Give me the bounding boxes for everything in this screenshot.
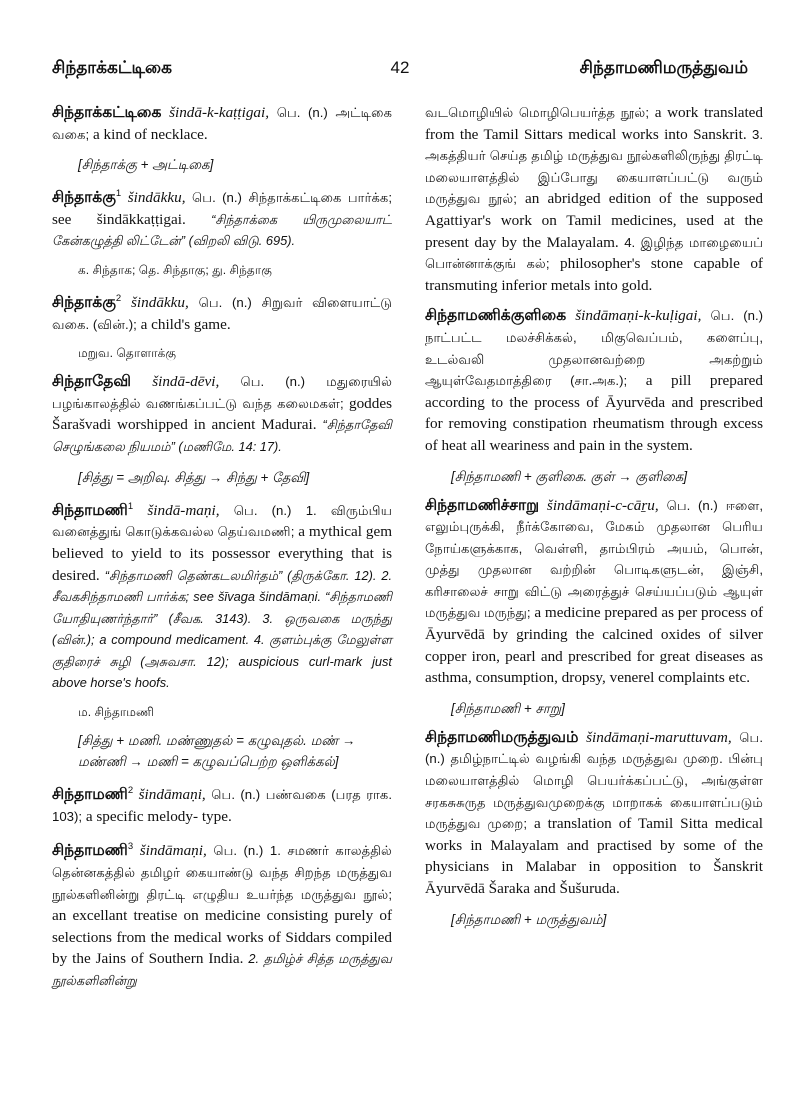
dictionary-entry: [52, 836, 392, 991]
part-of-speech: பெ. (n.): [710, 308, 764, 324]
transliteration: šindā-k-kaṭṭigai,: [169, 104, 270, 121]
headword: சிந்தாமணி: [52, 501, 128, 519]
dictionary-entry: [425, 305, 763, 456]
cognate-forms: ம. சிந்தாமணி: [78, 705, 155, 720]
tamil-definition: ஈளை, எலும்புருக்கி, நீர்க்கோவை, மேகம் முதலான பெரிய நோய்களுக்காக, வெள்ளி, தாம்பிரம் அயம், பொன், முத்து முதலான வற்றின் பொடிகளுடன், இஞ்சி, கரிசாலைச் சாறு விட்டு அரைத்துச் செய்யப்படும் ஆயுள் மருத்துவ மருந்து;: [425, 497, 764, 621]
part-of-speech: பெ. (n.): [213, 843, 264, 859]
etymology-note: [சிந்தாமணி + குளிகை. குள் → குளிகை]: [451, 468, 688, 484]
english-definition: a work translated from the Tamil Sittars medical works into Sanskrit.: [425, 104, 763, 143]
tamil-definition: மதுரையில் பழங்காலத்தில் வணங்கப்பட்டு வந்த கலைமகள்;: [52, 374, 393, 411]
header-right-guideword: சிந்தாமணிமருத்துவம்: [579, 58, 748, 77]
english-definition: a translation of Tamil Sitta medical works in Malayalam and practised by some of the physicians in Malabar in opposition to Šanskrit Āyurvēdā Šaraka and Šušuruda.: [425, 815, 764, 897]
citation: “சிந்தாமணி தெண்கடலமிர்தம்” (திருக்கோ. 12). 2. சீவகசிந்தாமணி பார்க்க; see šīvaga šindāmaṇi. “சிந்தாமணி யோதியுணர்ந்தார்” (சீவக. 3143). 3. ஒருவகை மருந்து (வின்.); a compound medicament. 4. குளம்புக்கு மேலுள்ள குதிரைச் சுழி (அசுவசா. 12); auspicious curl-mark just above horse's hoofs.: [52, 567, 393, 691]
transliteration: šindāmaṇi-k-kuḷigai,: [575, 307, 702, 325]
tamil-definition: 1. விரும்பிய வனைத்துங் கொடுக்கவல்ல தெய்வமணி;: [52, 502, 393, 540]
part-of-speech: பெ. (n.): [276, 105, 328, 120]
tamil-definition: வடமொழியில் மொழிபெயர்த்த நூல்;: [425, 105, 650, 120]
citation: “சிந்தாதேவி செழுங்கலை நியமம்” (மணிமே. 14: 17).: [52, 417, 392, 455]
english-definition: see šindākkaṭṭigai.: [52, 210, 186, 228]
page-number: 42: [390, 58, 410, 77]
homograph-number: 1: [115, 188, 122, 200]
homograph-number: 2: [115, 293, 122, 305]
cognate-forms: க. சிந்தாக; தெ. சிந்தாகு; து. சிந்தாகு: [78, 263, 272, 278]
english-definition: philosopher's stone capable of transmuting inferior metals into gold.: [425, 255, 763, 294]
dictionary-entry: [425, 495, 763, 689]
transliteration: šindāmaṇi-maruttuvam,: [586, 728, 732, 746]
headword: சிந்தாமணிக்குளிகை: [425, 307, 567, 325]
transliteration: šindākku,: [131, 294, 189, 312]
english-definition: a child's game.: [140, 315, 231, 333]
part-of-speech: பெ. (n.): [666, 497, 718, 513]
homograph-number: 2: [127, 785, 134, 797]
english-definition: an abridged edition of the supposed Agattiyar's work on Tamil medicines, used at the present day by the Malayalam.: [425, 190, 764, 251]
english-definition: goddes Šarašvadi worshipped in ancient Madurai.: [52, 394, 393, 434]
part-of-speech: பெ. (n.): [198, 295, 252, 311]
part-of-speech: பெ. (n.): [192, 190, 242, 206]
part-of-speech: பெ. (n.): [211, 787, 261, 803]
header-left-guideword: சிந்தாக்கட்டிகை: [52, 58, 172, 77]
tamil-definition: நாட்பட்ட மலச்சிக்கல், மிகுவெப்பம், களைப்பு, உடல்வலி முதலானவற்றை அகற்றும் ஆயுள்வேதமாத்திரை (சா.அக.);: [425, 329, 763, 389]
transliteration: šindāmaṇi,: [138, 786, 206, 804]
dictionary-entry: [52, 102, 392, 145]
dictionary-entry: [52, 371, 392, 457]
dictionary-entry: [52, 496, 392, 694]
headword: சிந்தாக்கு: [52, 294, 116, 312]
tamil-definition: 4. இழிந்த மாழையைப் பொன்னாக்குங் கல்;: [425, 234, 764, 272]
etymology-note: [சிந்தாமணி + சாறு]: [451, 700, 565, 716]
headword: சிந்தாக்கட்டிகை: [52, 104, 162, 121]
dictionary-entry: [425, 727, 763, 900]
etymology-note: [சிந்தாக்கு + அட்டிகை]: [78, 157, 214, 173]
english-definition: an excellant treatise on medicine consisting purely of selections from the medical works of Siddars compiled by the Jains of Southern India.: [52, 907, 392, 968]
transliteration: šindākku,: [127, 189, 186, 207]
headword: சிந்தாமணி: [52, 842, 128, 860]
headword: சிந்தாமணிச்சாறு: [425, 496, 540, 514]
etymology-note: [சிந்தாமணி + மருத்துவம்]: [451, 911, 607, 927]
english-definition: a pill prepared according to the process of Āyurvēda and prescribed for removing constipation rheumatism through excess of heat all weariness and pain in the system.: [425, 372, 763, 454]
left-column: [52, 102, 392, 1001]
headword: சிந்தாமணிமருத்துவம்: [425, 728, 579, 746]
page-header: [52, 58, 748, 84]
citation: 2. தமிழ்ச் சித்த மருத்துவ நூல்களினின்று: [52, 951, 392, 988]
transliteration: šindā-maṇi,: [147, 501, 220, 519]
cognate-forms: மறுவ. தொளாக்கு: [78, 346, 177, 361]
english-definition: a medicine prepared as per process of Āyurvēdā by grinding the calcined oxides of silver copper iron, pearl and prescribed for great diseases as asthma, consumption, dropsy, venerel complaints etc.: [425, 604, 764, 687]
tamil-definition: அட்டிகை வகை;: [52, 105, 393, 142]
entry-continuation: [425, 102, 763, 296]
tamil-definition: சிந்தாக்கட்டிகை பார்க்க;: [248, 190, 392, 206]
tamil-definition: தமிழ்நாட்டில் வழங்கி வந்த மருத்துவ முறை. பின்பு மலையாளத்தில் மொழி பெயர்க்கப்பட்டு, அங்குள்ள சரகசுசுருத மருத்துவமுறைக்கு மாறாகக் கையாளப்படும் மருத்துவ முறை;: [425, 751, 763, 832]
tamil-definition: சிறுவர் விளையாட்டு வகை. (வின்.);: [52, 295, 393, 332]
tamil-definition: பண்வகை (பரத ராக. 103);: [52, 787, 393, 824]
transliteration: šindāmaṇi-c-cāṟu,: [546, 496, 659, 514]
dictionary-entry: [52, 183, 392, 252]
etymology-note: [சித்து = அறிவு. சித்து → சிந்து + தேவி]: [78, 469, 310, 485]
transliteration: šindāmaṇi,: [139, 842, 207, 860]
dictionary-entry: [52, 780, 392, 827]
tamil-definition: 1. சமணர் காலத்தில் தென்னகத்தில் தமிழர் கையாண்டு வந்த சிறந்த மருத்துவ நூல்களினின்று திரட்டி எழுதிய உயர்ந்த மருத்துவ நூல்;: [52, 843, 392, 902]
english-definition: a specific melody- type.: [85, 807, 232, 825]
english-definition: a mythical gem believed to yield to its possessor everything that is desired.: [52, 523, 393, 584]
part-of-speech: பெ. (n.): [425, 729, 764, 767]
tamil-definition: 3. அகத்தியர் செய்த தமிழ் மருத்துவ நூல்களிலிருந்து திரட்டி மலையாளத்தில் இப்போது கையாளப்பட்டு வரும் மருத்துவ நூல்;: [425, 126, 764, 207]
headword: சிந்தாக்கு: [52, 189, 116, 207]
etymology-note: [சித்து + மணி. மண்ணுதல் = கழுவுதல். மண் → மண்ணி → மணி = கழுவப்பெற்ற ஒளிக்கல்]: [78, 733, 356, 770]
part-of-speech: பெ. (n.): [240, 374, 306, 390]
headword: சிந்தாதேவி: [52, 373, 132, 391]
transliteration: šindā-dēvi,: [152, 373, 220, 391]
right-column: [425, 102, 763, 938]
english-definition: a kind of necklace.: [93, 125, 208, 143]
homograph-number: 3: [127, 841, 134, 853]
homograph-number: 1: [127, 500, 134, 512]
part-of-speech: பெ. (n.): [233, 502, 292, 518]
dictionary-entry: [52, 288, 392, 335]
headword: சிந்தாமணி: [52, 786, 128, 804]
citation: “சிந்தாக்கை யிருமுலையாட் கேன்கழுத்தி லிட்டேன்” (விறலி விடு. 695).: [52, 211, 392, 249]
